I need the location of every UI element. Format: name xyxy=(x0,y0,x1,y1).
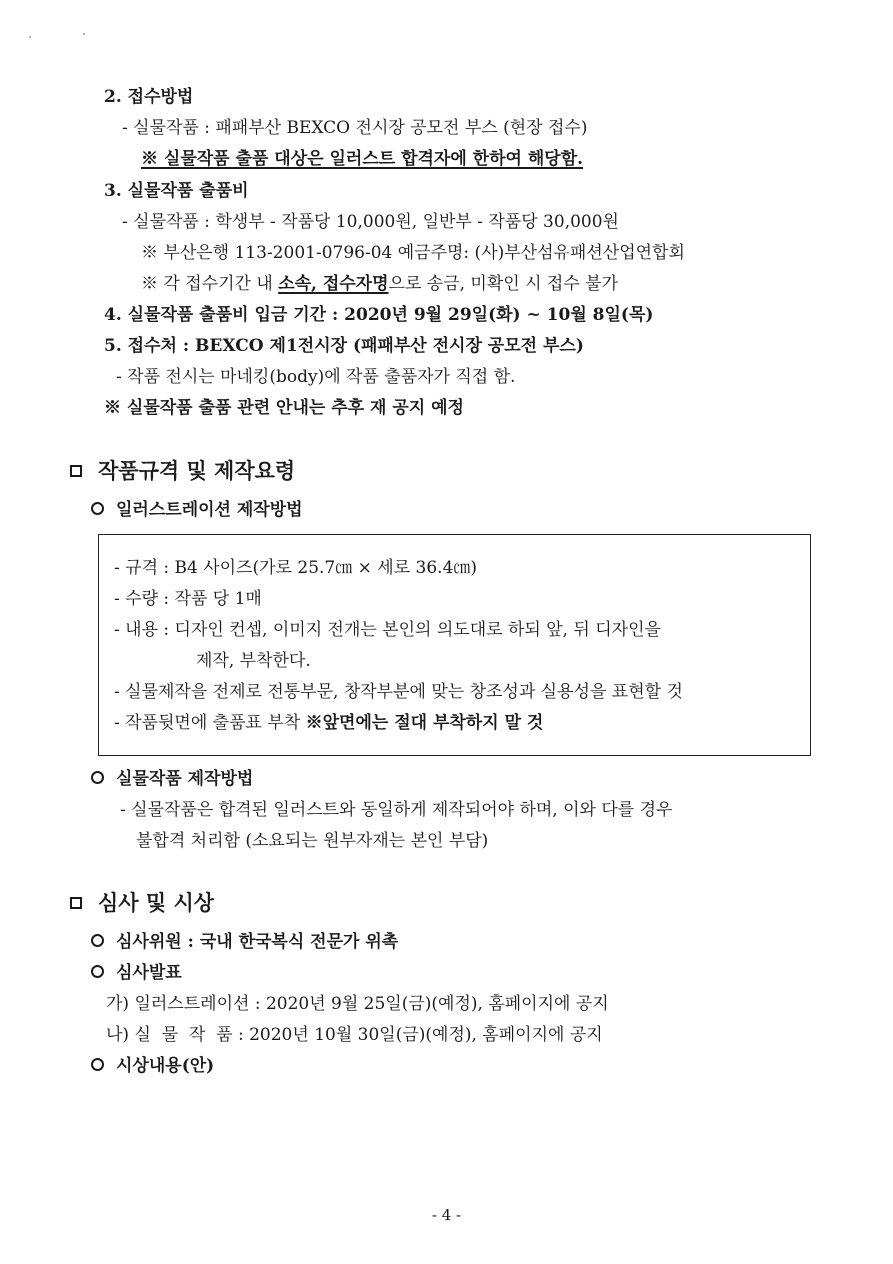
box-back-bold: ※앞면에는 절대 부착하지 말 것 xyxy=(305,713,544,733)
announce-text: 심사발표 xyxy=(116,963,182,983)
section-2-title: 2. 접수방법 xyxy=(104,87,194,107)
box-qty: - 수량 : 작품 당 1매 xyxy=(114,589,262,609)
section-3-note xyxy=(141,273,618,295)
box-size: - 규격 : B4 사이즈(가로 25.7㎝ × 세로 36.4㎝) xyxy=(114,558,478,578)
section-3-bank: ※ 부산은행 113-2001-0796-04 예금주명: (사)부산섬유패션산업연합회 xyxy=(141,243,685,263)
judge-heading-text: 심사 및 시상 xyxy=(98,890,215,915)
page-number: - 4 - xyxy=(431,1206,462,1224)
judge-heading xyxy=(70,890,214,916)
announce-a: 가) 일러스트레이션 : 2020년 9월 25일(금)(예정), 홈페이지에 공지 xyxy=(106,994,609,1014)
box-back-pre: - 작품뒷면에 출품표 부착 xyxy=(114,713,306,733)
box-content-1: - 내용 : 디자인 컨셉, 이미지 전개는 본인의 의도대로 하되 앞, 뒤 디자인을 xyxy=(114,620,661,640)
section-5-line-1: - 작품 전시는 마네킹(body)에 작품 출품자가 직접 함. xyxy=(116,367,516,387)
square-bullet-icon xyxy=(70,465,82,477)
illust-heading xyxy=(91,499,303,521)
spec-heading xyxy=(70,458,295,484)
award-heading xyxy=(91,1055,214,1077)
notice-line: ※ 실물작품 출품 관련 안내는 추후 재 공지 예정 xyxy=(104,398,464,418)
judges-text: 심사위원 : 국내 한국복식 전문가 위촉 xyxy=(116,932,399,952)
section-3-line-1: - 실물작품 : 학생부 - 작품당 10,000원, 일반부 - 작품당 30,000원 xyxy=(122,212,619,232)
circle-bullet-icon xyxy=(91,934,104,947)
real-heading xyxy=(91,768,253,790)
section-3-note-bold: 소속, 접수자명 xyxy=(278,274,389,294)
box-premise: - 실물제작을 전제로 전통부문, 창작부분에 맞는 창조성과 실용성을 표현할 것 xyxy=(114,682,683,702)
section-2-line-1: - 실물작품 : 패패부산 BEXCO 전시장 공모전 부스 (현장 접수) xyxy=(122,118,588,138)
circle-bullet-icon xyxy=(91,502,104,515)
circle-bullet-icon xyxy=(91,771,104,784)
section-5-title: 5. 접수처 : BEXCO 제1전시장 (패패부산 전시장 공모전 부스) xyxy=(104,336,584,356)
real-line-2: 불합격 처리함 (소요되는 원부자재는 본인 부담) xyxy=(136,831,489,851)
box-content-2: 제작, 부착한다. xyxy=(196,651,311,671)
section-3-note-pre: ※ 각 접수기간 내 xyxy=(141,274,279,294)
circle-bullet-icon xyxy=(91,965,104,978)
section-4-title: 4. 실물작품 출품비 입금 기간 : 2020년 9월 29일(화) ~ 10월 8일(목) xyxy=(104,305,654,325)
award-text: 시상내용(안) xyxy=(116,1056,215,1076)
real-heading-text: 실물작품 제작방법 xyxy=(116,769,254,789)
real-line-1: - 실물작품은 합격된 일러스트와 동일하게 제작되어야 하며, 이와 다를 경우 xyxy=(120,800,673,820)
announce-b: 나) 실 물 작 품 : 2020년 10월 30일(금)(예정), 홈페이지에 공지 xyxy=(106,1025,603,1045)
square-bullet-icon xyxy=(70,897,82,909)
spec-heading-text: 작품규격 및 제작요령 xyxy=(98,458,296,483)
circle-bullet-icon xyxy=(91,1058,104,1071)
section-3-title: 3. 실물작품 출품비 xyxy=(104,181,249,201)
illust-heading-text: 일러스트레이션 제작방법 xyxy=(116,500,303,520)
section-2-note: ※ 실물작품 출품 대상은 일러스트 합격자에 한하여 해당함. xyxy=(141,149,584,169)
scan-speck xyxy=(29,36,31,38)
section-3-note-post: 으로 송금, 미확인 시 접수 불가 xyxy=(388,274,619,294)
announce-heading xyxy=(91,962,182,984)
box-back xyxy=(114,712,543,734)
scan-speck xyxy=(83,33,85,35)
judges-line xyxy=(91,931,398,953)
